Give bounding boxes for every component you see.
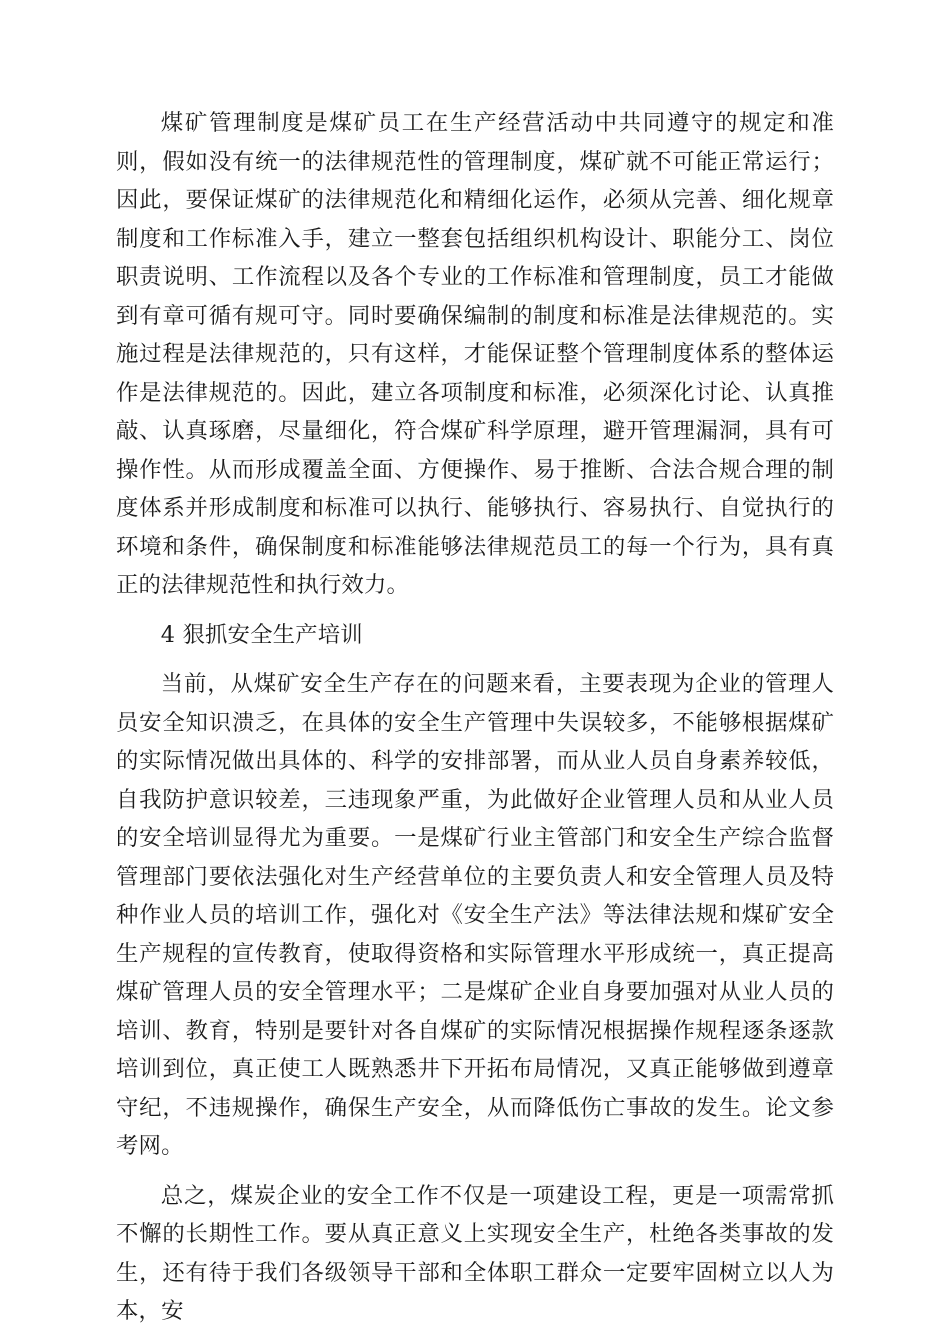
document-body — [116, 104, 834, 1331]
paragraph-conclusion: 总之，煤炭企业的安全工作不仅是一项建设工程，更是一项需常抓不懈的长期性工作。要从真正意义上实现安全生产，杜绝各类事故的发生，还有待于我们各级领导干部和全体职工群众一定要牢固树立以人为本，安 — [116, 1182, 834, 1324]
paragraph-safety-training: 当前，从煤矿安全生产存在的问题来看，主要表现为企业的管理人员安全知识溃乏，在具体的安全生产管理中失误较多，不能够根据煤矿的实际情况做出具体的、科学的安排部署，而从业人员自身素养较低，自我防护意识较差，三违现象严重，为此做好企业管理人员和从业人员的安全培训显得尤为重要。一是煤矿行业主管部门和安全生产综合监督管理部门要依法强化对生产经营单位的主要负责人和安全管理人员及特种作业人员的培训工作，强化对《安全生产法》等法律法规和煤矿安全生产规程的宣传教育，使取得资格和实际管理水平形成统一，真正提高煤矿管理人员的安全管理水平；二是煤矿企业自身要加强对从业人员的培训、教育，特别是要针对各自煤矿的实际情况根据操作规程逐条逐款培训到位，真正使工人既熟悉井下开拓布局情况，又真正能够做到遵章守纪，不违规操作，确保生产安全，从而降低伤亡事故的发生。论文参考网。 — [116, 671, 834, 1159]
paragraph-management-system: 煤矿管理制度是煤矿员工在生产经营活动中共同遵守的规定和准则，假如没有统一的法律规范性的管理制度，煤矿就不可能正常运行；因此，要保证煤矿的法律规范化和精细化运作，必须从完善、细化规章制度和工作标准入手，建立一整套包括组织机构设计、职能分工、岗位职责说明、工作流程以及各个专业的工作标准和管理制度，员工才能做到有章可循有规可守。同时要确保编制的制度和标准是法律规范的。实施过程是法律规范的，只有这样，才能保证整个管理制度体系的整体运作是法律规范的。因此，建立各项制度和标准，必须深化讨论、认真推敲、认真琢磨，尽量细化，符合煤矿科学原理，避开管理漏洞，具有可操作性。从而形成覆盖全面、方便操作、易于推断、合法合规合理的制度体系并形成制度和标准可以执行、能够执行、容易执行、自觉执行的环境和条件，确保制度和标准能够法律规范员工的每一个行为，具有真正的法律规范性和执行效力。 — [116, 110, 834, 598]
section-heading-safety-training: 4 狠抓安全生产培训 — [160, 621, 363, 648]
